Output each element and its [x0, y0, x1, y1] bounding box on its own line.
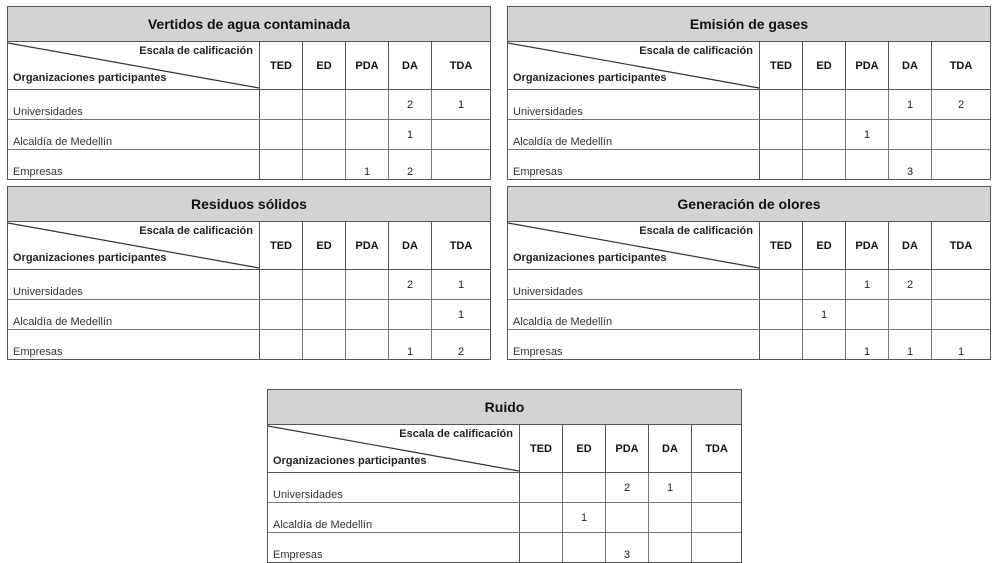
row-label: Universidades [13, 286, 83, 298]
value-cell [303, 270, 346, 299]
table-row [8, 270, 490, 300]
row-label: Alcaldía de Medellín [13, 316, 113, 328]
row-label-cell [508, 330, 760, 359]
table-residuos [7, 186, 491, 360]
column-header-ed: ED [803, 222, 846, 269]
organizations-label: Organizaciones participantes [273, 455, 427, 467]
column-header-ed: ED [303, 222, 346, 269]
value-cell [303, 300, 346, 329]
value-cell [803, 90, 846, 119]
row-label: Universidades [273, 489, 343, 501]
value-cell [303, 90, 346, 119]
value-cell [346, 120, 389, 149]
value-cell [346, 270, 389, 299]
table-header-row [508, 222, 990, 270]
row-label: Empresas [513, 166, 563, 178]
value-cell: 1 [889, 330, 932, 359]
value-cell [303, 120, 346, 149]
row-label: Empresas [13, 346, 63, 358]
column-header-tda: TDA [449, 239, 473, 252]
value-cell: 1 [957, 346, 965, 358]
row-label-cell [508, 120, 760, 149]
table-title: Generación de olores [508, 187, 990, 222]
table-row [508, 330, 990, 359]
table-header-row [268, 425, 741, 473]
scale-label: Escala de calificación [139, 225, 253, 237]
row-label: Empresas [13, 166, 63, 178]
value-cell: 1 [346, 150, 389, 179]
value-cell [606, 503, 649, 532]
value-cell: 1 [389, 330, 432, 359]
diagonal-header-cell [508, 222, 760, 269]
value-cell [932, 150, 990, 179]
value-cell [846, 90, 889, 119]
value-cell [692, 503, 741, 532]
table-row [508, 300, 990, 330]
value-cell [520, 473, 563, 502]
value-cell: 1 [389, 120, 432, 149]
table-header-row [508, 42, 990, 90]
row-label-cell [268, 473, 520, 502]
row-label: Universidades [13, 106, 83, 118]
value-cell: 2 [457, 346, 465, 358]
value-cell [803, 270, 846, 299]
row-label-cell [508, 270, 760, 299]
row-label-cell [8, 300, 260, 329]
table-row [8, 150, 490, 179]
table-vertidos [7, 6, 491, 180]
row-label: Alcaldía de Medellín [273, 519, 373, 531]
table-row [268, 503, 741, 533]
column-header-tda: TDA [949, 239, 973, 252]
table-title: Residuos sólidos [8, 187, 490, 222]
value-cell: 1 [457, 98, 465, 111]
column-header-ed: ED [303, 42, 346, 89]
diagonal-header-cell [508, 42, 760, 89]
row-label: Alcaldía de Medellín [513, 316, 613, 328]
column-header-ted: TED [760, 42, 803, 89]
table-title: Ruido [268, 390, 741, 425]
row-label: Universidades [513, 286, 583, 298]
value-cell: 2 [889, 270, 932, 299]
value-cell [760, 150, 803, 179]
scale-label: Escala de calificación [639, 45, 753, 57]
value-cell [846, 150, 889, 179]
value-cell [389, 300, 432, 329]
value-cell [692, 473, 741, 502]
value-cell: 2 [389, 150, 432, 179]
value-cell [932, 120, 990, 149]
value-cell [260, 330, 303, 359]
organizations-label: Organizaciones participantes [13, 72, 167, 84]
row-label: Empresas [513, 346, 563, 358]
column-header-da: DA [889, 42, 932, 89]
column-header-tda: TDA [949, 59, 973, 72]
value-cell [932, 300, 990, 329]
scale-label: Escala de calificación [139, 45, 253, 57]
value-cell: 2 [389, 270, 432, 299]
value-cell [303, 150, 346, 179]
table-emision-gases [507, 6, 991, 180]
column-header-ed: ED [803, 42, 846, 89]
row-label: Alcaldía de Medellín [13, 136, 113, 148]
value-cell: 1 [563, 503, 606, 532]
scale-label: Escala de calificación [639, 225, 753, 237]
value-cell [649, 533, 692, 562]
value-cell [260, 90, 303, 119]
value-cell [760, 120, 803, 149]
value-cell [760, 330, 803, 359]
column-header-ed: ED [563, 425, 606, 472]
value-cell [346, 90, 389, 119]
table-row [268, 533, 741, 562]
table-row [8, 330, 490, 359]
column-header-da: DA [389, 222, 432, 269]
value-cell [932, 270, 990, 299]
value-cell [563, 473, 606, 502]
value-cell [303, 330, 346, 359]
value-cell [692, 533, 741, 562]
value-cell: 1 [846, 330, 889, 359]
column-header-pda: PDA [846, 42, 889, 89]
row-label-cell [508, 90, 760, 119]
row-label-cell [8, 90, 260, 119]
row-label-cell [8, 330, 260, 359]
value-cell [563, 533, 606, 562]
row-label: Universidades [513, 106, 583, 118]
value-cell [760, 300, 803, 329]
row-label: Empresas [273, 549, 323, 561]
value-cell: 2 [389, 90, 432, 119]
organizations-label: Organizaciones participantes [13, 252, 167, 264]
row-label-cell [508, 300, 760, 329]
value-cell [520, 503, 563, 532]
value-cell [889, 300, 932, 329]
value-cell [760, 270, 803, 299]
value-cell [803, 330, 846, 359]
value-cell [260, 120, 303, 149]
value-cell [846, 300, 889, 329]
value-cell: 1 [803, 300, 846, 329]
organizations-label: Organizaciones participantes [513, 252, 667, 264]
table-row [8, 120, 490, 150]
table-row [508, 270, 990, 300]
column-header-tda: TDA [449, 59, 473, 72]
value-cell: 1 [457, 278, 465, 291]
row-label: Alcaldía de Medellín [513, 136, 613, 148]
value-cell [803, 120, 846, 149]
row-label-cell [8, 150, 260, 179]
row-label-cell [508, 150, 760, 179]
column-header-tda: TDA [705, 442, 728, 455]
column-header-da: DA [389, 42, 432, 89]
value-cell: 2 [957, 98, 965, 111]
table-row [508, 120, 990, 150]
column-header-da: DA [649, 425, 692, 472]
column-header-ted: TED [260, 222, 303, 269]
value-cell [803, 150, 846, 179]
value-cell [346, 330, 389, 359]
value-cell: 1 [846, 120, 889, 149]
value-cell [260, 300, 303, 329]
value-cell: 1 [649, 473, 692, 502]
row-label-cell [268, 503, 520, 532]
column-header-ted: TED [760, 222, 803, 269]
value-cell [889, 120, 932, 149]
table-title: Emisión de gases [508, 7, 990, 42]
value-cell: 3 [889, 150, 932, 179]
table-row [268, 473, 741, 503]
row-label-cell [8, 120, 260, 149]
scale-label: Escala de calificación [399, 428, 513, 440]
column-header-da: DA [889, 222, 932, 269]
table-row [508, 90, 990, 120]
value-cell [260, 270, 303, 299]
value-cell [760, 90, 803, 119]
value-cell: 1 [889, 90, 932, 119]
organizations-label: Organizaciones participantes [513, 72, 667, 84]
column-header-pda: PDA [846, 222, 889, 269]
diagonal-header-cell [268, 425, 520, 472]
table-row [8, 300, 490, 330]
value-cell: 1 [457, 308, 465, 321]
value-cell: 2 [606, 473, 649, 502]
table-title: Vertidos de agua contaminada [8, 7, 490, 42]
diagonal-header-cell [8, 222, 260, 269]
value-cell [520, 533, 563, 562]
diagonal-header-cell [8, 42, 260, 89]
value-cell [346, 300, 389, 329]
table-olores [507, 186, 991, 360]
table-header-row [8, 222, 490, 270]
table-header-row [8, 42, 490, 90]
table-ruido [267, 389, 742, 563]
column-header-ted: TED [520, 425, 563, 472]
column-header-pda: PDA [346, 222, 389, 269]
column-header-ted: TED [260, 42, 303, 89]
table-row [508, 150, 990, 179]
value-cell [432, 150, 490, 179]
table-row [8, 90, 490, 120]
value-cell [260, 150, 303, 179]
row-label-cell [8, 270, 260, 299]
value-cell [649, 503, 692, 532]
value-cell [432, 120, 490, 149]
column-header-pda: PDA [606, 425, 649, 472]
value-cell: 1 [846, 270, 889, 299]
value-cell: 3 [606, 533, 649, 562]
row-label-cell [268, 533, 520, 562]
column-header-pda: PDA [346, 42, 389, 89]
